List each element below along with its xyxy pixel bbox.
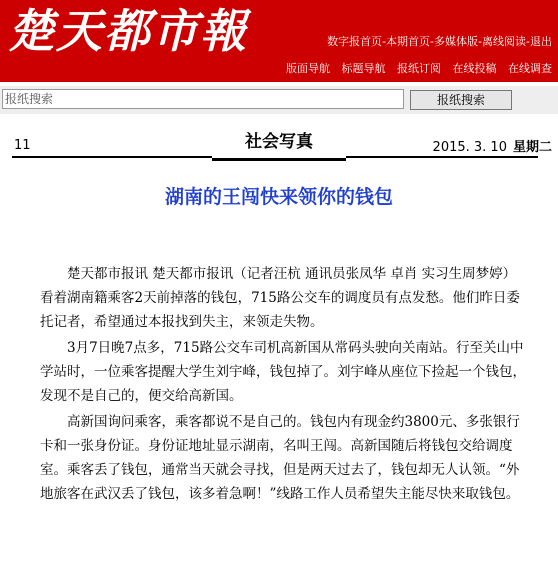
link-logout[interactable]: 退出 bbox=[530, 35, 552, 48]
issue-date bbox=[433, 136, 552, 155]
article-body bbox=[40, 262, 528, 508]
nav-links bbox=[278, 60, 552, 76]
search-button[interactable]: 报纸搜索 bbox=[410, 90, 512, 110]
nav-submit[interactable]: 在线投稿 bbox=[452, 62, 497, 75]
article-headline: 湖南的王闯快来领你的钱包 bbox=[164, 186, 393, 208]
nav-page-navigation[interactable]: 版面导航 bbox=[286, 62, 330, 75]
link-multimedia[interactable]: 多媒体版 bbox=[434, 35, 479, 48]
search-bar bbox=[0, 86, 558, 114]
weekday: 星期二 bbox=[512, 140, 552, 155]
link-digital-home[interactable]: 数字报首页 bbox=[327, 35, 383, 48]
article-paragraph: 高新国询问乘客，乘客都说不是自己的。钱包内有现金约3800元、多张银行卡和一张身份证。身份证地址显示湖南，名叫王闯。高新国随后将钱包交给调度室。乘客丢了钱包，通常当天就会寻找，但是两天过去了，钱包却无人认领。“外地旅客在武汉丢了钱包，该多着急啊！”线路工作人员希望失主能尽快来取钱包。 bbox=[40, 414, 520, 502]
section-underline bbox=[212, 158, 346, 161]
page-info-bar bbox=[0, 128, 558, 158]
left-divider bbox=[12, 156, 212, 158]
link-issue-home[interactable]: 本期首页 bbox=[386, 35, 431, 48]
right-divider bbox=[346, 156, 538, 158]
link-offline-reading[interactable]: 离线阅读 bbox=[482, 35, 527, 48]
article-paragraph: 3月7日晚7点多，715路公交车司机高新国从常码头驶向关南站。行至关山中学站时，一位乘客提醒大学生刘宇峰，钱包掉了。刘宇峰从座位下捡起一个钱包，发现不是自己的，便交给高新国。 bbox=[40, 340, 526, 404]
masthead-banner bbox=[0, 0, 558, 82]
nav-subscribe[interactable]: 报纸订阅 bbox=[397, 62, 441, 75]
date-text: 2015. 3. 10 bbox=[432, 140, 507, 155]
nav-title-navigation[interactable]: 标题导航 bbox=[341, 62, 386, 75]
page-number: 11 bbox=[14, 138, 31, 153]
search-input[interactable]: 报纸搜索 bbox=[2, 89, 404, 109]
article-paragraph: 楚天都市报讯 楚天都市报讯（记者汪杭 通讯员张凤华 卓肖 实习生周梦婷）看着湖南籍乘客2天前掉落的钱包，715路公交车的调度员有点发愁。他们昨日委托记者，希望通过本报找到失主，来领走失物。 bbox=[40, 266, 520, 330]
top-links: 数字报首页-本期首页-多媒体版-离线阅读-退出 bbox=[327, 35, 552, 48]
newspaper-logo: 楚天都市報 bbox=[8, 4, 248, 58]
nav-survey[interactable]: 在线调查 bbox=[508, 62, 552, 75]
section-title: 社会写真 bbox=[245, 132, 313, 152]
